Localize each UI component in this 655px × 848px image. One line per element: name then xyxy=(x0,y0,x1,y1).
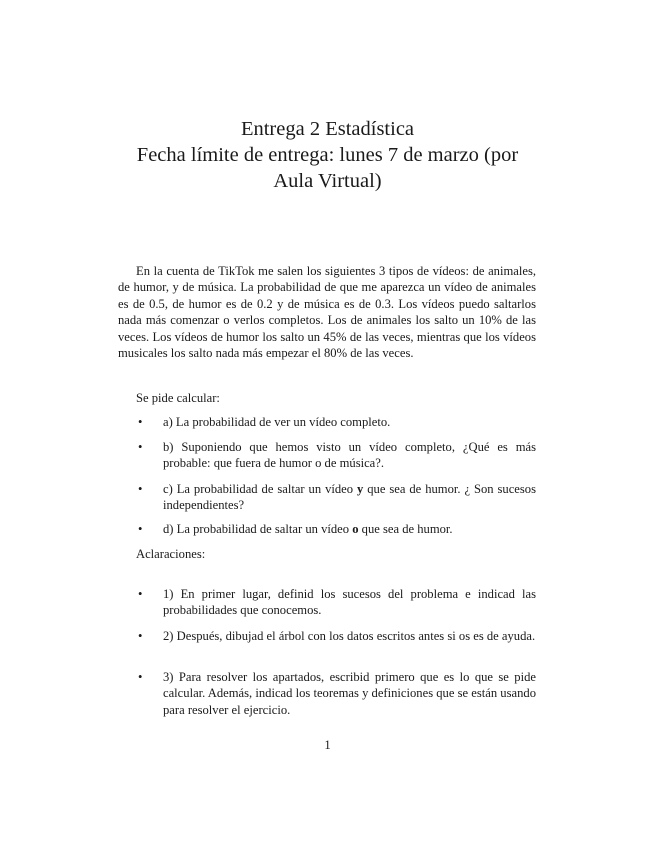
note-1 xyxy=(136,586,536,619)
note-3 xyxy=(136,669,536,718)
question-c-text-start: c) La probabilidad de saltar un vídeo xyxy=(163,482,357,496)
bullet-icon: • xyxy=(138,587,143,601)
bullet-icon: • xyxy=(138,522,143,536)
question-d-text-end: que sea de humor. xyxy=(358,522,453,536)
question-d-bold: o xyxy=(352,522,359,536)
question-a xyxy=(136,414,536,430)
bullet-icon: • xyxy=(138,670,143,684)
question-b-text: b) Suponiendo que hemos visto un vídeo completo, ¿Qué es más probable: que fuera de humor o de música?. xyxy=(163,440,536,471)
bullet-icon: • xyxy=(138,415,143,429)
notes-label: Aclaraciones: xyxy=(136,547,206,561)
document-title xyxy=(100,116,555,194)
title-line-1: Entrega 2 Estadística xyxy=(240,118,415,140)
questions-label: Se pide calcular: xyxy=(136,391,220,405)
page-number: 1 xyxy=(324,738,331,752)
note-1-text: 1) En primer lugar, definid los sucesos del problema e indicad las probabilidades que conocemos. xyxy=(163,587,536,618)
note-2-text: 2) Después, dibujad el árbol con los datos escritos antes si os es de ayuda. xyxy=(163,629,536,643)
question-b xyxy=(136,439,536,472)
question-c-text-end: que sea de humor. ¿ Son sucesos independientes? xyxy=(163,482,536,513)
title-line-3: Aula Virtual) xyxy=(273,170,382,192)
title-line-2: Fecha límite de entrega: lunes 7 de marzo (por xyxy=(136,144,519,166)
question-c xyxy=(136,481,536,514)
question-d-text-start: d) La probabilidad de saltar un vídeo xyxy=(163,522,353,536)
note-3-text: 3) Para resolver los apartados, escribid primero que es lo que se pide calcular. Además, indicad los teoremas y definiciones que se están usando para resolver el ejercicio. xyxy=(163,670,536,717)
question-d xyxy=(136,521,536,537)
question-c-bold: y xyxy=(357,482,364,496)
bullet-icon: • xyxy=(138,440,143,454)
intro-paragraph: En la cuenta de TikTok me salen los siguientes 3 tipos de vídeos: de animales, de humor, y de música. La probabilidad de que me aparezca un vídeo de animales es de 0.5, de humor es de 0.2 y de música es de 0.3. Los vídeos puedo saltarlos nada más comenzar o verlos completos. Los de animales los salto un 10% de las veces. Los vídeos de humor los salto un 45% de las veces, mientras que los vídeos musicales los salto nada más empezar el 80% de las veces. xyxy=(118,264,536,361)
note-2 xyxy=(136,628,536,644)
question-a-text: a) La probabilidad de ver un vídeo completo. xyxy=(163,415,391,429)
bullet-icon: • xyxy=(138,482,143,496)
bullet-icon: • xyxy=(138,629,143,643)
